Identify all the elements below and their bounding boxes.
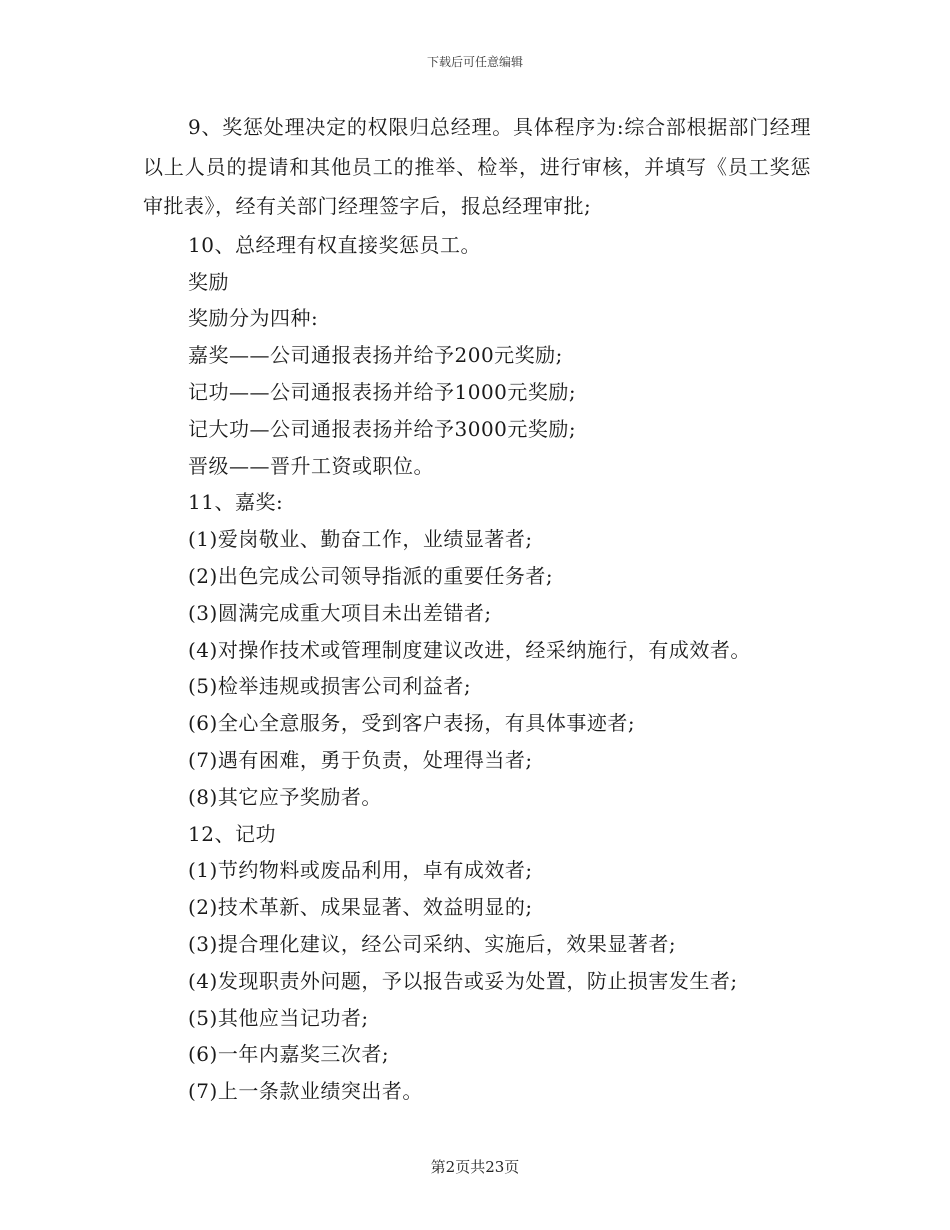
list-item: 记大功—公司通报表扬并给予3000元奖励; <box>188 416 577 441</box>
list-item: (3)提合理化建议，经公司采纳、实施后，效果显著者; <box>188 931 677 956</box>
list-item: 记功——公司通报表扬并给予1000元奖励; <box>188 379 577 404</box>
list-item: (2)出色完成公司领导指派的重要任务者; <box>188 563 554 588</box>
paragraph-article-9: 9、奖惩处理决定的权限归总经理。具体程序为:综合部根据部门经理以上人员的提请和其他员工的推举、检举，进行审核，并填写《员工奖惩审批表》，经有关部门经理签字后，报总经理审批; <box>143 115 811 219</box>
page-number: 第2页共23页 <box>430 1158 520 1176</box>
list-item: (8)其它应予奖励者。 <box>188 784 382 809</box>
section-heading-commendation: 11、嘉奖: <box>188 490 284 515</box>
page-header: 下载后可任意编辑 <box>426 55 523 69</box>
list-item: (2)技术革新、成果显著、效益明显的; <box>188 895 533 920</box>
list-item: (6)一年内嘉奖三次者; <box>188 1042 390 1067</box>
list-item: 嘉奖——公司通报表扬并给予200元奖励; <box>188 343 563 368</box>
list-item: (1)爱岗敬业、勤奋工作，业绩显著者; <box>188 527 533 552</box>
section-heading-rewards: 奖励 <box>188 269 229 294</box>
list-item: (7)遇有困难，勇于负责，处理得当者; <box>188 747 533 772</box>
list-item: (7)上一条款业绩突出者。 <box>188 1079 423 1104</box>
text-line: 10、总经理有权直接奖惩员工。 <box>188 232 481 257</box>
section-heading-merit: 12、记功 <box>188 821 276 846</box>
list-item: (6)全心全意服务，受到客户表扬，有具体事迹者; <box>188 711 636 736</box>
list-item: 晋级——晋升工资或职位。 <box>188 453 434 478</box>
list-item: (3)圆满完成重大项目未出差错者; <box>188 600 492 625</box>
text-line: 奖励分为四种: <box>188 306 319 331</box>
list-item: (4)发现职责外问题，予以报告或妥为处置，防止损害发生者; <box>188 968 738 993</box>
document-body <box>143 108 811 1110</box>
list-item: (5)其他应当记功者; <box>188 1005 369 1030</box>
list-item: (5)检举违规或损害公司利益者; <box>188 674 472 699</box>
list-item: (4)对操作技术或管理制度建议改进，经采纳施行，有成效者。 <box>188 637 751 662</box>
list-item: (1)节约物料或废品利用，卓有成效者; <box>188 858 533 883</box>
